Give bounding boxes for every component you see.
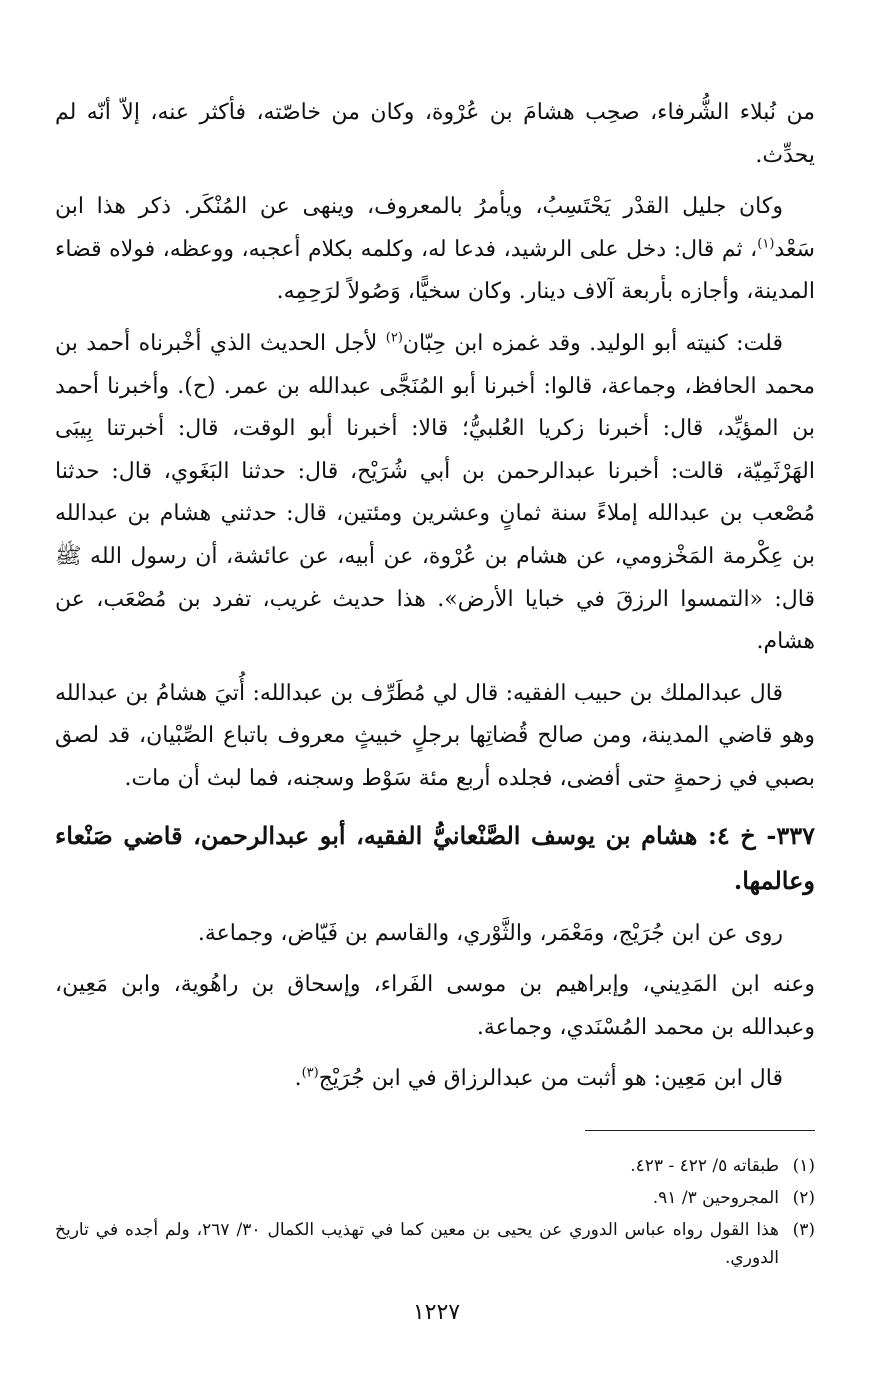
footnote-number: (٣) xyxy=(792,1220,815,1240)
footnote-number: (٢) xyxy=(792,1188,815,1208)
footnote-item xyxy=(55,1184,815,1212)
paragraph-6-text: وعنه ابن المَدِيني، وإبراهيم بن موسى الفَراء، وإسحاق بن راهُوية، وابن مَعِين، وعبدالله بن محمد المُسْنَدي، وجماعة. xyxy=(55,972,815,1040)
paragraph-7-text: قال ابن مَعِين: هو أثبت من عبدالرزاق في ابن جُرَيْج xyxy=(318,1066,783,1092)
main-text xyxy=(55,92,815,1110)
entry-heading xyxy=(55,813,815,903)
entry-heading-text: ٣٣٧- خ ٤: هشام بن يوسف الصَّنْعانيُّ الفقيه، أبو عبدالرحمن، قاضي صَنْعاء وعالمها. xyxy=(55,820,815,895)
paragraph-2-text: وكان جليل القدْر يَحْتَسِبُ، ويأمرُ بالمعروف، وينهى عن المُنْكَر. ذكر هذا ابن سَعْد xyxy=(55,194,815,262)
footnote-text: المجروحين ٣/ ٩١. xyxy=(652,1188,779,1208)
paragraph-5-text: روى عن ابن جُرَيْج، ومَعْمَر، والثَّوْري، والقاسم بن فَيّاض، وجماعة. xyxy=(197,920,783,946)
footnote-separator xyxy=(585,1130,815,1131)
footnote-text: هذا القول رواه عباس الدوري عن يحيى بن معين كما في تهذيب الكمال ٣٠/ ٢٦٧، ولم أجده في تاريخ الدوري. xyxy=(55,1220,779,1268)
paragraph-4-text: قال عبدالملك بن حبيب الفقيه: قال لي مُطَرِّف بن عبدالله: أُتيَ هشامُ بن عبدالله وهو قاضي المدينة، ومن صالح قُضاتِها برجلٍ خبيثٍ معروف باتباع الصِّبْيان، قد لصق بصبي في زحمةٍ حتى أفضى، فجلده أربع مئة سَوْط وسجنه، فما لبث أن مات. xyxy=(55,680,815,791)
paragraph-3-text: قلت: كنيته أبو الوليد. وقد غمزه ابن حِبّان xyxy=(402,330,783,356)
footnote-item xyxy=(55,1216,815,1272)
footnotes xyxy=(55,1152,815,1276)
paragraph-5 xyxy=(55,913,815,956)
paragraph-7-end: . xyxy=(294,1066,302,1092)
footnote-marker-3: (٣) xyxy=(301,1065,319,1081)
paragraph-2-rest: ، ثم قال: دخل على الرشيد، فدعا له، وكلمه بكلام أعجبه، ووعظه، فولاه قضاء المدينة، وأجازه بأربعة آلاف دينار. وكان سخيًّا، وَصُولاً لرَحِمِه. xyxy=(55,236,815,305)
paragraph-7 xyxy=(55,1058,815,1101)
footnote-marker-1: (١) xyxy=(757,236,775,252)
footnote-number: (١) xyxy=(792,1156,815,1176)
page-number: ١٢٢٧ xyxy=(412,1300,461,1325)
paragraph-4 xyxy=(55,673,815,801)
footnote-item xyxy=(55,1152,815,1180)
paragraph-1-text: من نُبلاء الشُّرفاء، صحِب هشامَ بن عُرْوة، وكان من خاصّته، فأكثر عنه، إلاّ أنّه لم يحدِّث. xyxy=(55,100,815,168)
paragraph-3 xyxy=(55,323,815,664)
paragraph-2 xyxy=(55,186,815,314)
paragraph-6 xyxy=(55,964,815,1049)
footnote-marker-2: (٢) xyxy=(385,330,403,346)
paragraph-1 xyxy=(55,92,815,177)
footnote-text: طبقاته ٥/ ٤٢٢ - ٤٢٣. xyxy=(630,1156,779,1176)
paragraph-3-rest: لأجل الحديث الذي أخْبرناه أحمد بن محمد الحافظ، وجماعة، قالوا: أخبرنا أبو المُنَجَّى عبدالله بن عمر. (ح). وأخبرنا أحمد بن المؤيِّد، قال: أخبرنا زكريا العُلبيُّ؛ قالا: أخبرنا أبو الوقت، قال: أخبرتنا بِيبَى الهَرْثَمِيّة، قالت: أخبرنا عبدالرحمن بن أبي شُرَيْح، قال: حدثنا البَغَوي، قال: حدثنا مُصْعب بن عبدالله إملاءً سنة ثمانٍ وعشرين ومئتين، قال: حدثني هشام بن عبدالله بن عِكْرمة المَخْزومي، عن هشام بن عُرْوة، عن أبيه، عن عائشة، أن رسول الله ﷺ قال: «التمسوا الرزقَ في خبايا الأرض». هذا حديث غريب، تفرد بن مُصْعَب، عن هشام. xyxy=(55,330,815,655)
